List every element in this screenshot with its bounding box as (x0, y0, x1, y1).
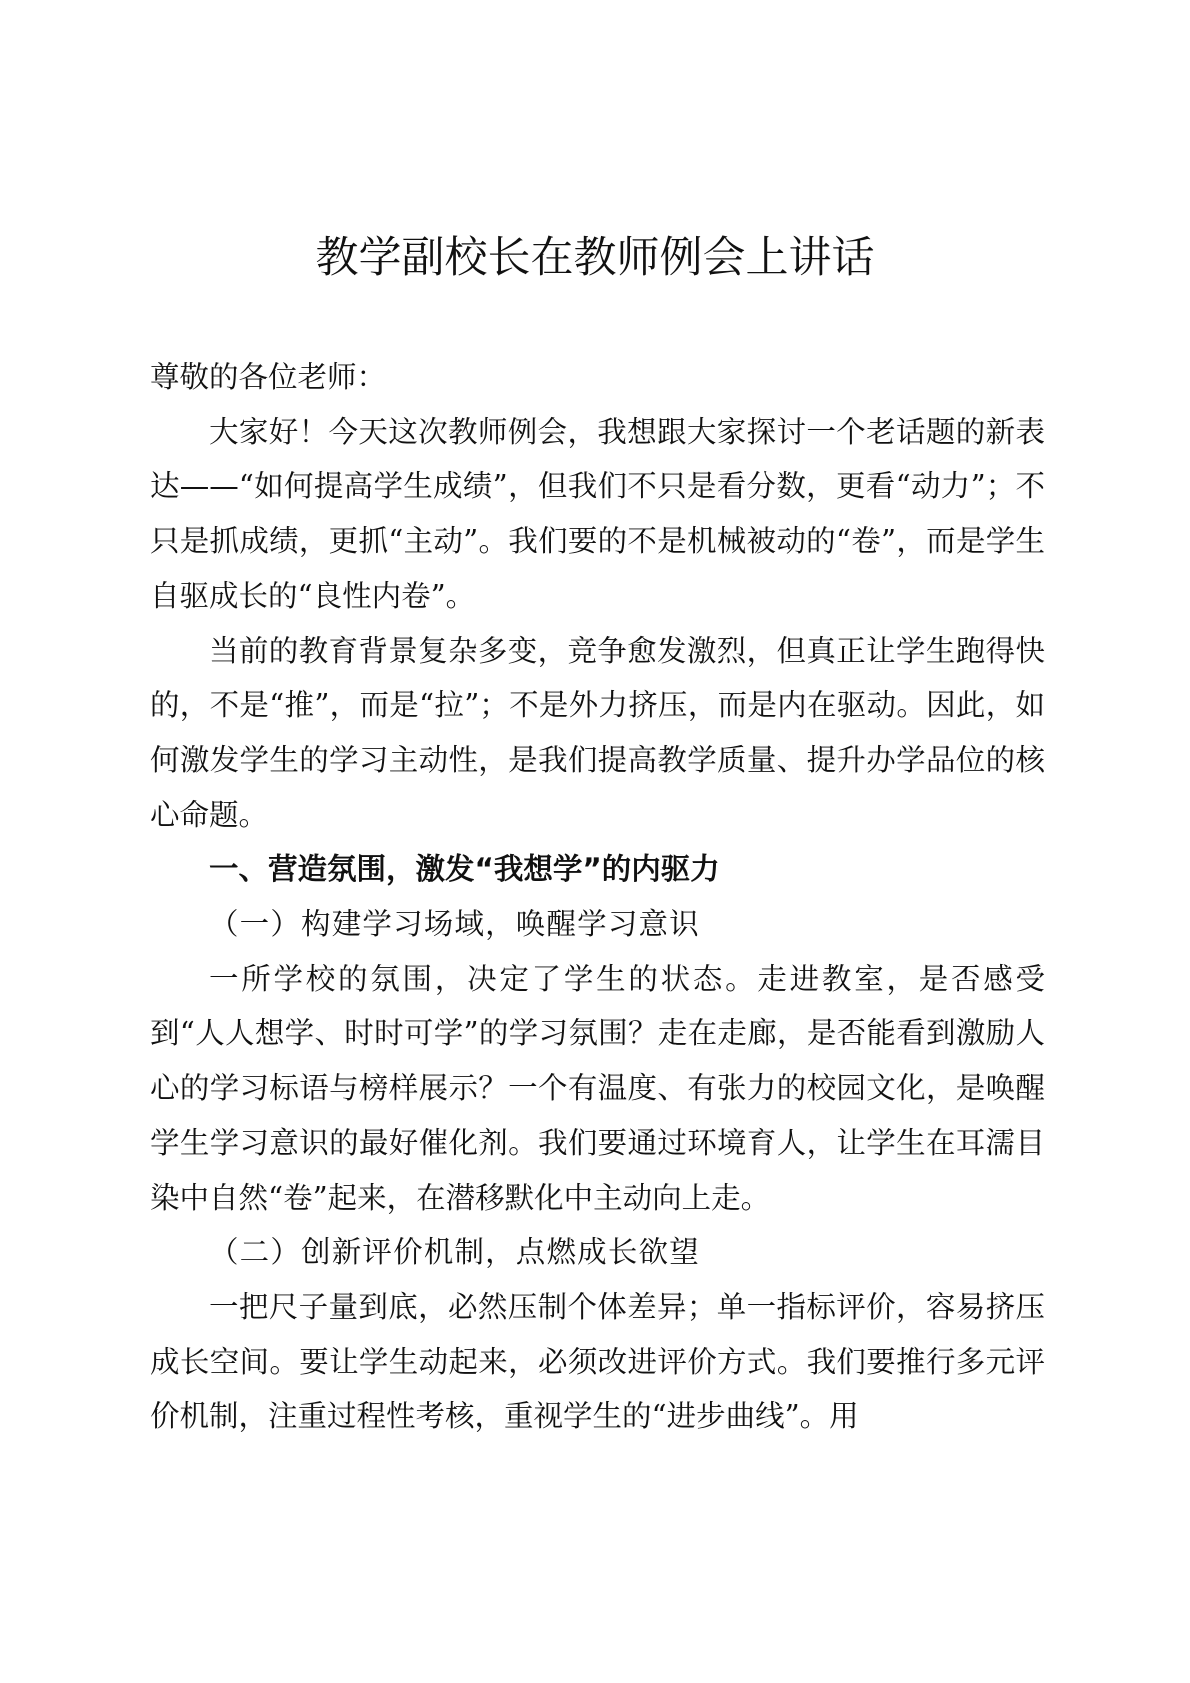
paragraph-intro-2: 当前的教育背景复杂多变，竞争愈发激烈，但真正让学生跑得快的，不是“推”，而是“拉”；不是外力挤压，而是内在驱动。因此，如何激发学生的学习主动性，是我们提高教学质量、提升办学品位的核心命题。 (150, 633, 1045, 832)
subsection-heading-2-text: （二）创新评价机制，点燃成长欲望 (209, 1235, 700, 1270)
salutation: 尊敬的各位老师： (150, 360, 387, 394)
subsection-heading-1-text: （一）构建学习场域，唤醒学习意识 (209, 907, 700, 942)
document-title: 教学副校长在教师例会上讲话 (315, 233, 875, 283)
document-body (150, 350, 1045, 1444)
paragraph-sub-2: 一把尺子量到底，必然压制个体差异；单一指标评价，容易挤压成长空间。要让学生动起来，必须改进评价方式。我们要推行多元评价机制，注重过程性考核，重视学生的“进步曲线”。用 (150, 1289, 1045, 1434)
section-heading-1: 一、营造氛围，激发“我想学”的内驱力 (209, 852, 720, 887)
paragraph-intro-1: 大家好！今天这次教师例会，我想跟大家探讨一个老话题的新表达——“如何提高学生成绩”，但我们不只是看分数，更看“动力”；不只是抓成绩，更抓“主动”。我们要的不是机械被动的“卷”，而是学生自驱成长的“良性内卷”。 (150, 414, 1045, 613)
paragraph-sub-1: 一所学校的氛围，决定了学生的状态。走进教室，是否感受到“人人想学、时时可学”的学习氛围？走在走廊，是否能看到激励人心的学习标语与榜样展示？一个有温度、有张力的校园文化，是唤醒学生学习意识的最好催化剂。我们要通过环境育人，让学生在耳濡目染中自然“卷”起来，在潜移默化中主动向上走。 (150, 961, 1045, 1215)
subsection-heading-1 (150, 897, 1045, 952)
subsection-heading-2 (150, 1225, 1045, 1280)
